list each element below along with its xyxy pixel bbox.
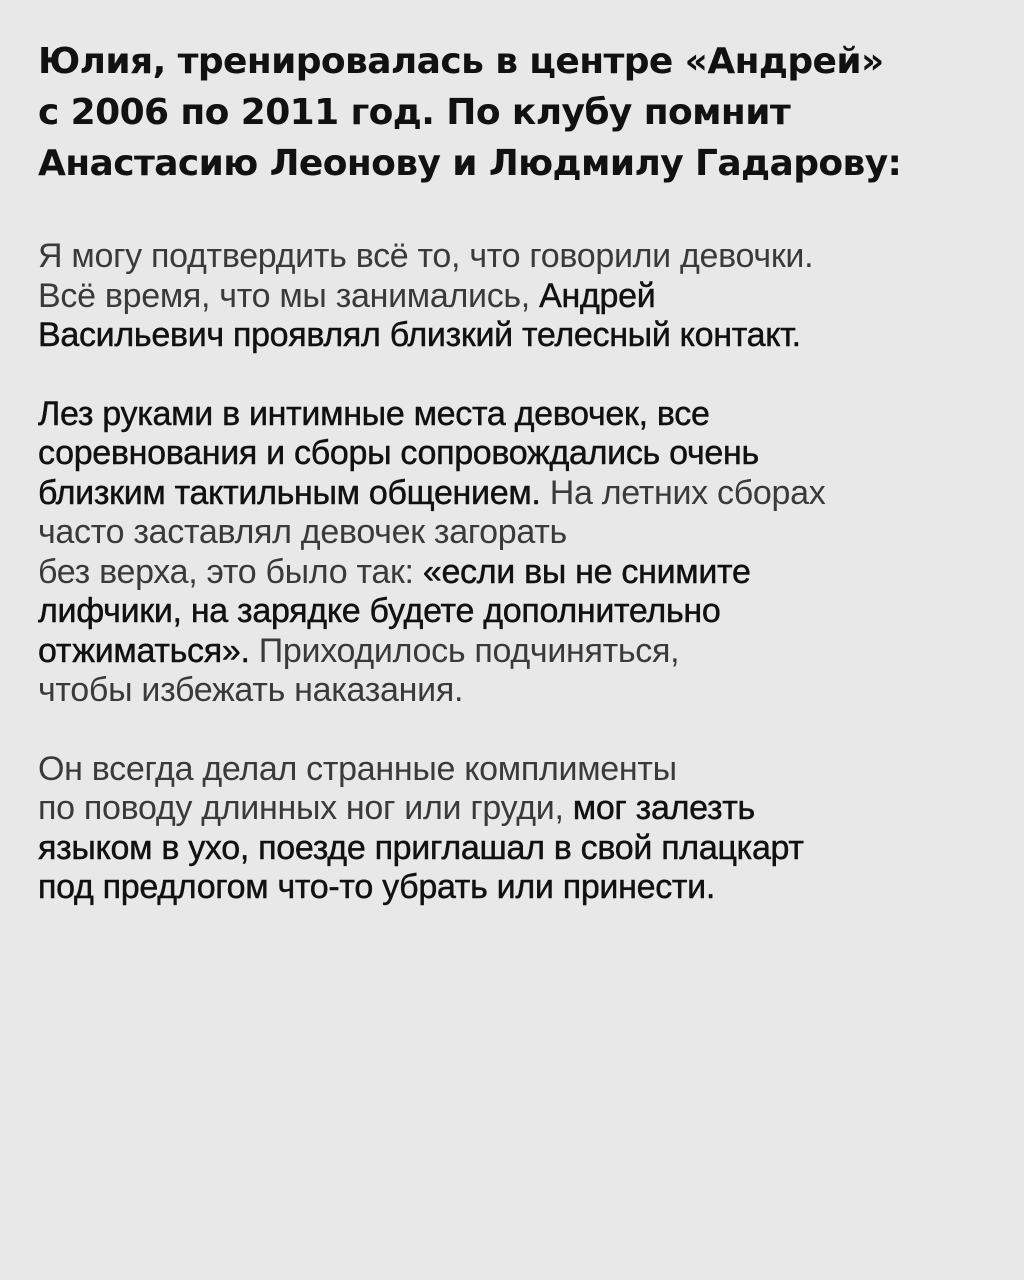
text-line [38,474,994,514]
text-segment: На летних сборах [549,473,826,512]
text-segment: «если вы не снимите [422,552,751,591]
text-segment: Я могу подтвердить всё то, что говорили девочки. [38,237,814,275]
text-segment: Он всегда делал странные комплименты [38,749,677,788]
quote-body [38,237,994,908]
text-segment: соревнования и сборы сопровождались очень [38,434,759,472]
text-segment: Васильевич проявлял близкий телесный контакт. [38,316,801,354]
text-segment: чтобы избежать наказания. [38,671,464,709]
paragraph [38,395,994,711]
text-segment: близким тактильным общением. [38,473,550,512]
text-segment: языком в ухо, поезде приглашал в свой плацкарт [38,828,804,867]
text-line [38,395,994,435]
text-line [38,750,994,790]
text-segment: под предлогом что-то убрать или принести. [38,868,716,906]
text-line [38,632,994,672]
text-line [38,277,994,317]
text-segment: без верха, это было так: [38,552,423,591]
text-segment: отжиматься». [38,631,259,670]
text-segment: мог залезть [572,789,755,827]
title-line: Юлия, тренировалась в центре «Андрей» [38,41,884,82]
paragraph [38,237,994,356]
text-segment: часто заставлял девочек загорать [38,513,567,551]
title-line: Анастасию Леонову и Людмилу Гадарову: [38,143,902,184]
text-line [38,237,994,277]
text-segment: Всё время, что мы занимались, [38,276,540,315]
title-line: с 2006 по 2011 год. По клубу помнит [38,92,791,133]
paragraph [38,750,994,908]
page-title [38,36,994,189]
text-line [38,592,994,632]
text-segment: по поводу длинных ног или груди, [38,789,573,827]
text-line [38,829,994,869]
text-segment: Приходилось подчиняться, [258,631,680,670]
text-segment: лифчики, на зарядке будете дополнительно [38,592,721,630]
text-line [38,316,994,356]
text-segment: Лез руками в интимные места девочек, все [38,394,710,433]
text-line [38,553,994,593]
text-line [38,434,994,474]
text-line [38,789,994,829]
text-line [38,868,994,908]
text-line [38,513,994,553]
text-segment: Андрей [539,276,656,315]
text-line [38,671,994,711]
